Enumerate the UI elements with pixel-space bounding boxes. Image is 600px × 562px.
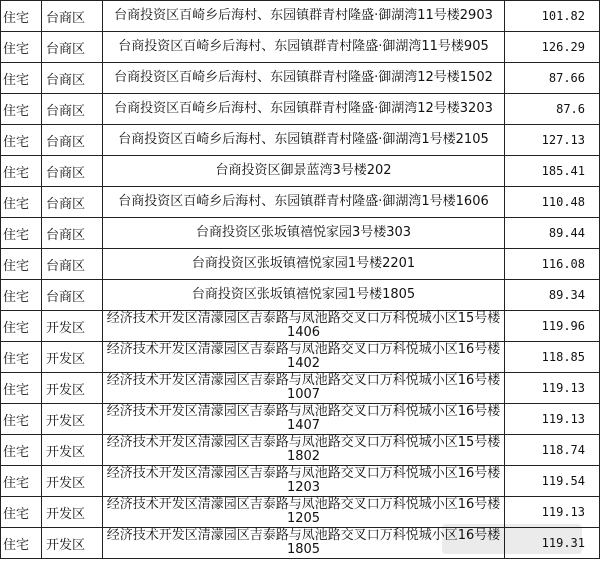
district-cell: 台商区 (42, 156, 103, 187)
table-body (1, 1, 600, 559)
type-cell: 住宅 (1, 280, 42, 311)
address-cell: 经济技术开发区清濛园区吉泰路与凤池路交叉口万科悦城小区16号楼1402 (103, 342, 505, 373)
table-row (1, 373, 600, 404)
address-cell: 台商投资区张坂镇禧悦家园1号楼1805 (103, 280, 505, 311)
type-cell: 住宅 (1, 466, 42, 497)
address-cell: 台商投资区百崎乡后海村、东园镇群青村隆盛·御湖湾11号楼2903 (103, 1, 505, 32)
district-cell: 开发区 (42, 466, 103, 497)
district-cell: 台商区 (42, 187, 103, 218)
type-cell: 住宅 (1, 1, 42, 32)
table-row (1, 466, 600, 497)
area-cell: 118.74 (505, 435, 600, 466)
address-cell: 经济技术开发区清濛园区吉泰路与凤池路交叉口万科悦城小区16号楼1007 (103, 373, 505, 404)
type-cell: 住宅 (1, 156, 42, 187)
address-cell: 台商投资区百崎乡后海村、东园镇群青村隆盛·御湖湾12号楼1502 (103, 63, 505, 94)
table-row (1, 156, 600, 187)
area-cell: 87.6 (505, 94, 600, 125)
district-cell: 台商区 (42, 125, 103, 156)
district-cell: 开发区 (42, 435, 103, 466)
type-cell: 住宅 (1, 528, 42, 559)
type-cell: 住宅 (1, 373, 42, 404)
type-cell: 住宅 (1, 435, 42, 466)
district-cell: 开发区 (42, 311, 103, 342)
address-cell: 台商投资区百崎乡后海村、东园镇群青村隆盛·御湖湾1号楼1606 (103, 187, 505, 218)
type-cell: 住宅 (1, 187, 42, 218)
district-cell: 台商区 (42, 280, 103, 311)
type-cell: 住宅 (1, 249, 42, 280)
area-cell: 119.54 (505, 466, 600, 497)
area-cell: 116.08 (505, 249, 600, 280)
type-cell: 住宅 (1, 342, 42, 373)
address-cell: 经济技术开发区清濛园区吉泰路与凤池路交叉口万科悦城小区15号楼1406 (103, 311, 505, 342)
address-cell: 经济技术开发区清濛园区吉泰路与凤池路交叉口万科悦城小区16号楼1205 (103, 497, 505, 528)
table-row (1, 342, 600, 373)
area-cell: 89.44 (505, 218, 600, 249)
type-cell: 住宅 (1, 218, 42, 249)
district-cell: 开发区 (42, 404, 103, 435)
address-cell: 经济技术开发区清濛园区吉泰路与凤池路交叉口万科悦城小区16号楼1407 (103, 404, 505, 435)
district-cell: 台商区 (42, 63, 103, 94)
district-cell: 开发区 (42, 342, 103, 373)
table-row (1, 311, 600, 342)
district-cell: 台商区 (42, 94, 103, 125)
table-row (1, 1, 600, 32)
area-cell: 119.13 (505, 497, 600, 528)
district-cell: 台商区 (42, 1, 103, 32)
district-cell: 台商区 (42, 249, 103, 280)
address-cell: 台商投资区张坂镇禧悦家园3号楼303 (103, 218, 505, 249)
table-row (1, 497, 600, 528)
table-row (1, 125, 600, 156)
district-cell: 台商区 (42, 32, 103, 63)
table-row (1, 94, 600, 125)
area-cell: 87.66 (505, 63, 600, 94)
area-cell: 110.48 (505, 187, 600, 218)
area-cell: 118.85 (505, 342, 600, 373)
type-cell: 住宅 (1, 497, 42, 528)
table-row (1, 435, 600, 466)
address-cell: 台商投资区张坂镇禧悦家园1号楼2201 (103, 249, 505, 280)
type-cell: 住宅 (1, 311, 42, 342)
area-cell: 126.29 (505, 32, 600, 63)
table-row (1, 404, 600, 435)
type-cell: 住宅 (1, 404, 42, 435)
area-cell: 119.13 (505, 373, 600, 404)
area-cell: 101.82 (505, 1, 600, 32)
area-cell: 119.13 (505, 404, 600, 435)
table-row (1, 249, 600, 280)
address-cell: 台商投资区御景蓝湾3号楼202 (103, 156, 505, 187)
type-cell: 住宅 (1, 94, 42, 125)
area-cell: 119.96 (505, 311, 600, 342)
table-row (1, 187, 600, 218)
area-cell: 127.13 (505, 125, 600, 156)
district-cell: 开发区 (42, 528, 103, 559)
district-cell: 开发区 (42, 373, 103, 404)
address-cell: 经济技术开发区清濛园区吉泰路与凤池路交叉口万科悦城小区16号楼1805 (103, 528, 505, 559)
type-cell: 住宅 (1, 32, 42, 63)
area-cell: 89.34 (505, 280, 600, 311)
address-cell: 经济技术开发区清濛园区吉泰路与凤池路交叉口万科悦城小区15号楼1802 (103, 435, 505, 466)
area-cell: 119.31 (505, 528, 600, 559)
watermark-logo (442, 524, 582, 554)
table-row (1, 280, 600, 311)
type-cell: 住宅 (1, 63, 42, 94)
district-cell: 台商区 (42, 218, 103, 249)
table-row (1, 63, 600, 94)
table-row (1, 218, 600, 249)
address-cell: 经济技术开发区清濛园区吉泰路与凤池路交叉口万科悦城小区16号楼1203 (103, 466, 505, 497)
address-cell: 台商投资区百崎乡后海村、东园镇群青村隆盛·御湖湾1号楼2105 (103, 125, 505, 156)
type-cell: 住宅 (1, 125, 42, 156)
district-cell: 开发区 (42, 497, 103, 528)
address-cell: 台商投资区百崎乡后海村、东园镇群青村隆盛·御湖湾11号楼905 (103, 32, 505, 63)
table-row (1, 32, 600, 63)
address-cell: 台商投资区百崎乡后海村、东园镇群青村隆盛·御湖湾12号楼3203 (103, 94, 505, 125)
area-cell: 185.41 (505, 156, 600, 187)
